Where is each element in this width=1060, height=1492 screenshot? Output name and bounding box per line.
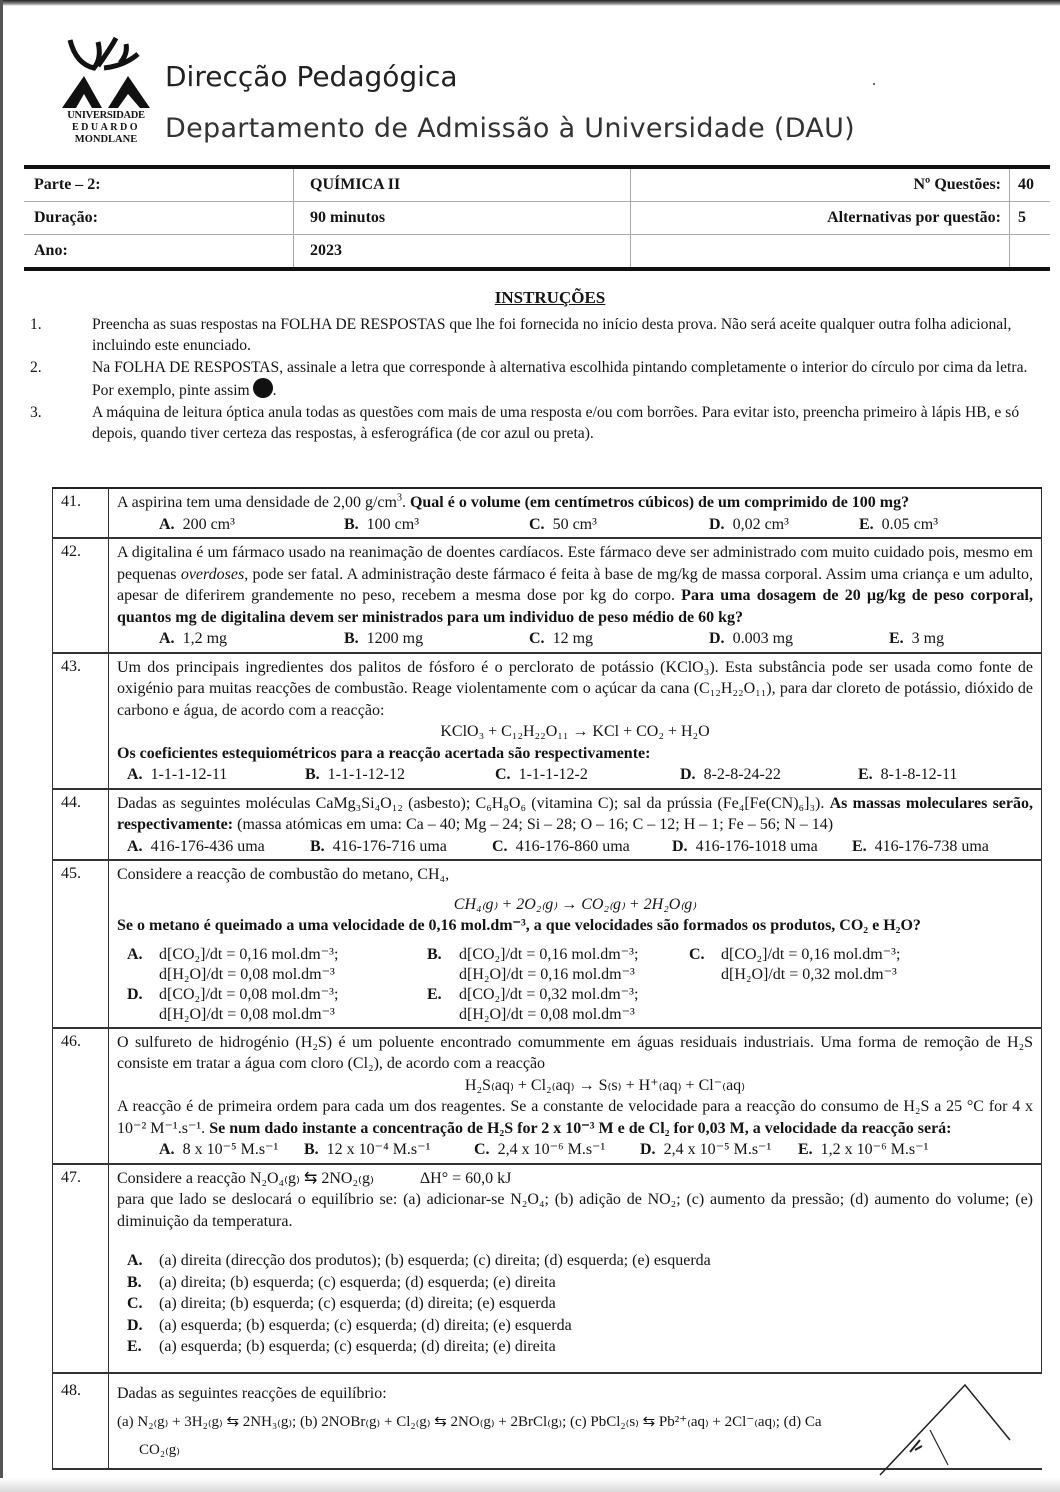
chemical-equation: CH₄₍g₎ + 2O₂₍g₎ → CO₂₍g₎ + 2H₂O₍g₎ (453, 895, 697, 913)
info-value: 90 minutos (294, 202, 631, 234)
option-e (127, 1336, 1033, 1358)
option-b (304, 1139, 474, 1161)
option-text: 416-176-436 uma (150, 837, 265, 855)
option-b (344, 514, 529, 536)
info-right-value: 5 (1018, 209, 1026, 226)
option-label: E. (859, 515, 874, 533)
options-row (159, 514, 1033, 536)
question-number: 45. (53, 861, 109, 1027)
option-label: C. (529, 515, 545, 533)
option-e (858, 764, 957, 786)
option-c (127, 1293, 1033, 1315)
option-label: B. (305, 766, 320, 783)
option-c (474, 1139, 640, 1161)
info-row (24, 169, 1050, 202)
question-number: 42. (53, 539, 109, 652)
option-text: 0.05 cm³ (881, 515, 939, 533)
reactions-line: (a) N₂₍g₎ + 3H₂₍g₎ ⇆ 2NH₃₍g₎; (b) 2NOBr₍g₎ + Cl₂₍g₎ ⇆ 2NO₍g₎ + 2BrCl₍g₎; (c) PbCl₂₍s₎ ⇆ Pb²⁺₍aq₎ + 2Cl⁻₍aq₎; (d) Ca (117, 1413, 822, 1430)
info-right-value: 40 (1018, 176, 1034, 193)
option-label: E. (889, 630, 904, 647)
option-label: C. (689, 945, 705, 963)
spacer (117, 1232, 1033, 1250)
instruction-number: 2. (30, 359, 42, 376)
option-d (680, 764, 858, 786)
option-label: A. (159, 1141, 175, 1158)
option-label: E. (127, 1338, 142, 1355)
option-text: d[H₂O]/dt = 0,08 mol.dm⁻³ (459, 1005, 635, 1023)
option-label: A. (159, 630, 175, 647)
question-stem: O sulfureto de hidrogénio (H₂S) é um poluente encontrado comummente em águas residuais industriais. Uma forma de remoção de H₂S consiste em tratar a água com cloro (Cl₂), de acordo com a reacção (117, 1033, 1033, 1072)
question-stem (117, 492, 1033, 514)
question-47 (52, 1165, 1042, 1374)
question-number: 44. (53, 790, 109, 860)
option-label: C. (495, 766, 511, 783)
stem-text: . (401, 494, 406, 511)
option-label: A. (127, 837, 143, 855)
option-e (427, 985, 689, 1025)
option-label: E. (798, 1141, 813, 1158)
stem-text: A digitalina é um fármaco usado na reanimação de doentes cardíacos. Este fármaco deve ser administrado com muito cuidado pois, mesmo em pequenas (117, 544, 1033, 583)
page-title: Direcção Pedagógica (165, 60, 458, 93)
option-text: 0,02 cm³ (732, 515, 789, 533)
info-label: Duração: (24, 202, 294, 234)
scan-edge (0, 0, 1060, 6)
option-text: d[CO₂]/dt = 0,32 mol.dm⁻³; (459, 985, 639, 1003)
info-row (24, 235, 1050, 267)
stem-text: A aspirina tem uma densidade de 2,00 g/cm (117, 494, 397, 511)
question-body (109, 489, 1041, 537)
option-c (492, 836, 672, 858)
instruction-item (30, 357, 1040, 401)
info-right-label: Nº Questões: (631, 169, 1010, 201)
option-a (159, 1139, 304, 1161)
option-b (127, 1272, 1033, 1294)
option-text: 3 mg (911, 630, 945, 647)
option-e (798, 1139, 928, 1161)
logo-emblem-icon (58, 36, 154, 111)
option-label: D. (709, 630, 725, 647)
option-text: d[CO₂]/dt = 0,08 mol.dm⁻³; (159, 985, 339, 1003)
option-text: (a) esquerda; (b) esquerda; (c) esquerda; (d) direita; (e) esquerda (159, 1316, 572, 1334)
info-right-label (631, 235, 1010, 267)
question-prompt: As massas moleculares serão, respectivamente: (117, 794, 1033, 833)
option-text: d[H₂O]/dt = 0,16 mol.dm⁻³ (459, 965, 635, 983)
logo-text (58, 110, 154, 146)
info-right-value (1010, 235, 1050, 267)
option-a (159, 514, 344, 536)
option-label: B. (304, 1141, 319, 1158)
option-e (852, 836, 989, 858)
question-stem: Dadas as seguintes reacções de equilíbrio: (117, 1384, 387, 1402)
question-stem (117, 542, 1033, 628)
option-text: d[CO₂]/dt = 0,16 mol.dm⁻³; (159, 945, 339, 963)
question-body (109, 1029, 1041, 1163)
option-label: B. (344, 630, 359, 647)
option-text: (a) direita; (b) esquerda; (c) esquerda; (d) direita; (e) esquerda (159, 1295, 556, 1312)
option-a (159, 628, 344, 650)
option-label: C. (492, 837, 508, 855)
instructions-list (30, 314, 1040, 445)
scan-speck (873, 83, 875, 85)
info-label: Ano: (24, 235, 294, 267)
instruction-text: Preencha as suas respostas na FOLHA DE RESPOSTAS que lhe foi fornecida no início desta prova. Não será aceite qualquer outra folha adicional, incluindo este enunciado. (92, 316, 1012, 354)
option-a (127, 764, 305, 786)
option-text: d[H₂O]/dt = 0,08 mol.dm⁻³ (159, 965, 335, 983)
instruction-text (92, 357, 1040, 401)
question-number: 41. (53, 489, 109, 537)
question-41 (52, 489, 1042, 539)
question-43 (52, 654, 1042, 790)
option-text: 8-2-8-24-22 (703, 766, 781, 783)
question-45 (52, 861, 1042, 1029)
option-text: 416-176-860 uma (515, 837, 630, 855)
option-text: 416-176-1018 uma (695, 837, 818, 855)
question-stem-2 (117, 1096, 1033, 1139)
option-label: A. (127, 945, 143, 963)
option-text: (a) direita; (b) esquerda; (c) esquerda; (d) esquerda; (e) direita (159, 1273, 556, 1291)
question-prompt: Para uma dosagem de 20 µg/kg de peso corporal, quantos mg de digitalina devem ser ministrados para um individuo de peso médio de 60 kg? (117, 587, 1034, 626)
question-stem (117, 1168, 1033, 1190)
option-text: 12 mg (552, 630, 594, 647)
question-stem: Considere a reacção de combustão do metano, CH₄, (117, 866, 450, 883)
option-label: D. (672, 837, 688, 855)
reaction-text: Considere a reacção N₂O₄₍g₎ ⇆ 2NO₂₍g₎ (117, 1169, 374, 1187)
instructions-title: INSTRUÇÕES (494, 288, 606, 307)
option-text: 1-1-1-12-12 (327, 766, 405, 783)
option-text: 0.003 mg (732, 630, 794, 647)
option-text: 416-176-738 uma (874, 837, 989, 855)
question-body (109, 861, 1041, 1027)
options-row (159, 628, 1033, 650)
question-prompt: Se num dado instante a concentração de H₂S for 2 x 10⁻³ M e de Cl₂ for 0,03 M, a velocidade da reacção será: (209, 1119, 952, 1137)
option-c (529, 628, 709, 650)
stem-text: Dadas as seguintes moléculas CaMg₃Si₄O₁₂ (asbesto); C₆H₈O₆ (vitamina C); sal da prússia (Fe₄[Fe(CN)₆]₃). (117, 794, 830, 812)
options-row (127, 836, 1033, 858)
option-label: B. (310, 837, 325, 855)
enthalpy-value: ΔH° = 60,0 kJ (419, 1169, 512, 1187)
instruction-item (30, 402, 1040, 444)
option-e (859, 514, 938, 536)
option-text: 2,4 x 10⁻⁶ M.s⁻¹ (497, 1141, 606, 1158)
question-stem (117, 793, 1033, 836)
option-c (495, 764, 680, 786)
option-label: C. (529, 630, 545, 647)
option-a (127, 1250, 1033, 1272)
info-right-label: Alternativas por questão: (631, 202, 1010, 234)
option-label: B. (344, 515, 359, 533)
option-d (127, 985, 427, 1025)
option-label: A. (127, 1252, 143, 1269)
option-text: 50 cm³ (552, 515, 597, 533)
option-text: 1-1-1-12-11 (150, 766, 228, 783)
chemical-equation: H₂S₍aq₎ + Cl₂₍aq₎ → S₍s₎ + H⁺₍aq₎ + Cl⁻₍aq₎ (464, 1076, 746, 1094)
option-text: d[CO₂]/dt = 0,16 mol.dm⁻³; (721, 945, 901, 963)
options-row (127, 764, 1033, 786)
stem-italic: overdoses (180, 565, 245, 583)
instruction-item (30, 314, 1040, 356)
reactions-line: CO₂₍g₎ (139, 1441, 180, 1458)
stem-text: , pode ser fatal. A administração deste fármaco é feita à base de mg/kg de massa corporal. Assim uma criança e um adulto, apesar de diferirem grandemente no peso, recebem a mesma dose por kg do corpo. (117, 565, 1034, 604)
question-body (109, 654, 1041, 788)
option-text: 1200 mg (366, 630, 424, 647)
info-value: 2023 (294, 235, 631, 267)
question-body (109, 539, 1041, 652)
info-value: QUÍMICA II (294, 169, 631, 201)
scan-bottom-edge (0, 1478, 1060, 1492)
option-label: D. (127, 1316, 143, 1334)
question-number: 47. (53, 1165, 109, 1372)
option-b (310, 836, 492, 858)
instruction-text: A máquina de leitura óptica anula todas as questões com mais de uma resposta e/ou com borrões. Para evitar isto, preencha primeiro à lápis HB, e só depois, quando tiver certeza das respostas, à esferográfica (de cor azul ou preta). (92, 404, 1020, 442)
question-number: 43. (53, 654, 109, 788)
handwritten-mark-icon (870, 1380, 1020, 1490)
option-text: d[CO₂]/dt = 0,16 mol.dm⁻³; (459, 945, 639, 963)
option-text: 100 cm³ (366, 515, 420, 533)
option-label: A. (127, 766, 143, 783)
option-text: 1-1-1-12-2 (518, 766, 588, 783)
option-d (640, 1139, 798, 1161)
option-d (709, 514, 859, 536)
question-number: 48. (53, 1374, 109, 1468)
option-label: D. (640, 1141, 656, 1158)
question-prompt: Se o metano é queimado a uma velocidade de 0,16 mol.dm⁻³, a que velocidades são formados os produtos, CO₂ e H₂O? (117, 917, 921, 934)
option-label: E. (858, 766, 873, 783)
question-stem: Um dos principais ingredientes dos palitos de fósforo é o perclorato de potássio (KClO₃). Esta substância pode ser usada como fonte de oxigénio para muitas reacções de combustão. Reage violentamente com o açúcar da cana (C₁₂H₂₂O₁₁), para dar cloreto de potássio, dióxido de carbono e água, de acordo com a reacção: (117, 658, 1033, 719)
question-body (109, 1165, 1041, 1372)
option-text: 1,2 x 10⁻⁶ M.s⁻¹ (820, 1141, 929, 1158)
info-label: Parte – 2: (24, 169, 294, 201)
logo-line-1: UNIVERSIDADE (67, 110, 145, 121)
option-text: 416-176-716 uma (332, 837, 447, 855)
option-text: 2,4 x 10⁻⁵ M.s⁻¹ (663, 1141, 772, 1158)
filled-circle-icon (253, 378, 273, 398)
option-d (672, 836, 852, 858)
question-number: 46. (53, 1029, 109, 1163)
option-label: C. (474, 1141, 490, 1158)
option-label: B. (127, 1273, 142, 1291)
option-text: 1,2 mg (182, 630, 228, 647)
option-text: d[H₂O]/dt = 0,32 mol.dm⁻³ (721, 965, 897, 983)
option-b (427, 945, 689, 985)
options-row (159, 1139, 1033, 1161)
instruction-text-main: Na FOLHA DE RESPOSTAS, assinale a letra que corresponde à alternativa escolhida pintando completamente o interior do círculo por cima da letra. Por exemplo, pinte assim (92, 359, 1028, 399)
question-prompt: para que lado se deslocará o equilíbrio se: (a) adicionar-se N₂O₄; (b) adição de NO₂; (c) aumento da pressão; (d) aumento do volume; (e) diminuição da temperatura. (117, 1191, 1033, 1230)
scan-left-edge (0, 0, 3, 1492)
option-text: (a) esquerda; (b) esquerda; (c) esquerda; (d) direita; (e) direita (159, 1338, 556, 1355)
option-label: B. (427, 945, 442, 963)
questions-table (52, 487, 1042, 1470)
option-a (127, 836, 310, 858)
option-text: 8 x 10⁻⁵ M.s⁻¹ (182, 1141, 279, 1158)
option-label: D. (127, 985, 143, 1003)
option-text: (a) direita (direcção dos produtos); (b) esquerda; (c) direita; (d) esquerda; (e) esquerda (159, 1252, 711, 1269)
question-body (109, 790, 1041, 860)
option-d (709, 628, 889, 650)
instruction-text-suffix: . (272, 382, 277, 399)
option-label: D. (680, 766, 696, 783)
stem-text: (massa atómicas em uma: Ca – 40; Mg – 24; Si – 28; O – 16; C – 12; H – 1; Fe – 56; N – 14) (233, 816, 834, 833)
option-text: 12 x 10⁻⁴ M.s⁻¹ (326, 1141, 431, 1158)
option-label: C. (127, 1295, 143, 1312)
question-44 (52, 790, 1042, 862)
instruction-number: 3. (30, 404, 42, 421)
option-c (689, 945, 989, 985)
exam-info-table (24, 165, 1050, 271)
superscript: 3 (396, 492, 402, 504)
option-c (529, 514, 709, 536)
logo-line-3: MONDLANE (74, 134, 138, 145)
option-text: 200 cm³ (182, 515, 235, 533)
option-label: E. (852, 837, 867, 855)
page-subtitle: Departamento de Admissão à Universidade (DAU) (165, 113, 855, 144)
option-label: A. (159, 515, 175, 533)
option-d (127, 1315, 1033, 1337)
option-b (344, 628, 529, 650)
option-a (127, 945, 427, 985)
stem-text: A reacção é de primeira ordem para cada um dos reagentes. Se a constante de velocidade para a reacção do consumo de H₂S a 25 °C for 4 x 10⁻² M⁻¹.s⁻¹. (117, 1098, 1033, 1137)
chemical-equation: KClO₃ + C₁₂H₂₂O₁₁ → KCl + CO₂ + H₂O (440, 723, 710, 740)
option-b (305, 764, 495, 786)
option-label: D. (709, 515, 725, 533)
option-text: d[H₂O]/dt = 0,08 mol.dm⁻³ (159, 1005, 335, 1023)
info-row (24, 202, 1050, 235)
logo-line-2: EDUARDO (71, 122, 141, 133)
question-46 (52, 1029, 1042, 1165)
option-label: E. (427, 985, 442, 1003)
option-e (889, 628, 944, 650)
option-text: 8-1-8-12-11 (880, 766, 958, 783)
question-prompt: Os coeficientes estequiométricos para a reacção acertada são respectivamente: (117, 744, 651, 762)
question-prompt: Qual é o volume (em centímetros cúbicos) de um comprimido de 100 mg? (409, 494, 910, 511)
options-grid (127, 945, 1033, 1025)
instruction-number: 1. (30, 316, 42, 333)
question-42 (52, 539, 1042, 654)
